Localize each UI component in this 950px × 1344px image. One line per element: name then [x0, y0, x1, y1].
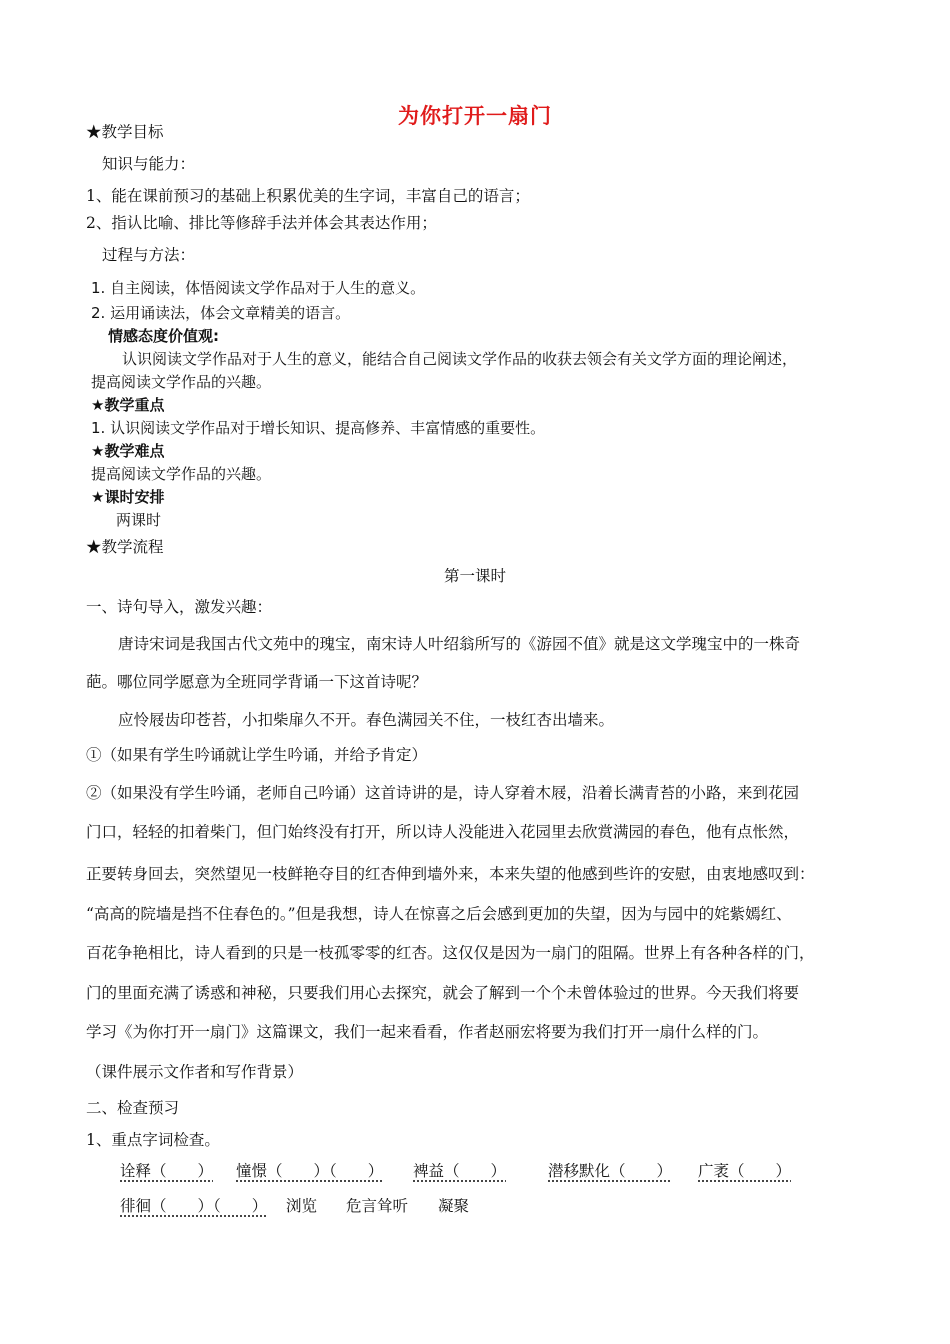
- subitem-heading-vocab: 1、重点字词检查。: [86, 1131, 220, 1149]
- section-heading-objectives: ★教学目标: [86, 123, 164, 141]
- vocab-term: 诠释（ ）: [120, 1162, 214, 1180]
- vocab-term: 广袤（ ）: [698, 1162, 792, 1180]
- section-heading-schedule: ★课时安排: [91, 488, 165, 506]
- process-item-2: 2. 运用诵读法，体会文章精美的语言。: [91, 304, 351, 322]
- process-item-1: 1. 自主阅读，体悟阅读文学作品对于人生的意义。: [91, 279, 426, 297]
- vocab-term: 潜移默化（ ）: [548, 1162, 673, 1180]
- paragraph-line: 门的里面充满了诱惑和神秘，只要我们用心去探究，就会了解到一个个未曾体验过的世界。今天我们将要: [86, 984, 800, 1002]
- paragraph-line: “高高的院墙是挡不住春色的。”但是我想，诗人在惊喜之后会感到更加的失望，因为与园中的姹紫嫣红、: [86, 905, 792, 923]
- document-title: 为你打开一扇门: [398, 104, 552, 128]
- section-heading-process-flow: ★教学流程: [86, 538, 164, 556]
- paragraph-line: （课件展示文作者和写作背景）: [86, 1063, 304, 1081]
- paragraph-line: ①（如果有学生吟诵就让学生吟诵，并给予肯定）: [86, 746, 428, 764]
- paragraph-line: 百花争艳相比，诗人看到的只是一枝孤零零的红杏。这仅仅是因为一扇门的阻隔。世界上有各种各样的门，: [86, 944, 815, 962]
- subheading-knowledge: 知识与能力：: [102, 155, 196, 173]
- paragraph-line: 学习《为你打开一扇门》这篇课文，我们一起来看看，作者赵丽宏将要为我们打开一扇什么样的门。: [86, 1023, 769, 1041]
- paragraph-line: 唐诗宋词是我国古代文苑中的瑰宝，南宋诗人叶绍翁所写的《游园不值》就是这文学瑰宝中的一株奇: [118, 635, 801, 653]
- paragraph-line: 正要转身回去，突然望见一枝鲜艳夺目的红杏伸到墙外来，本来失望的他感到些许的安慰，由衷地感叹到：: [86, 865, 815, 883]
- subheading-emotion: 情感态度价值观:: [108, 327, 219, 345]
- emotion-text-line-2: 提高阅读文学作品的兴趣。: [91, 373, 272, 391]
- key-point-item-1: 1. 认识阅读文学作品对于增长知识、提高修养、丰富情感的重要性。: [91, 419, 546, 437]
- vocab-term: 危言耸听: [346, 1197, 409, 1215]
- part-heading-1: 一、诗句导入，激发兴趣：: [86, 598, 273, 616]
- vocab-term: 凝聚: [438, 1197, 470, 1215]
- lesson-heading: 第一课时: [443, 567, 506, 585]
- poem-line: 应怜屐齿印苍苔，小扣柴扉久不开。春色满园关不住，一枝红杏出墙来。: [118, 711, 615, 729]
- paragraph-line: 葩。哪位同学愿意为全班同学背诵一下这首诗呢？: [86, 673, 428, 691]
- schedule-text: 两课时: [116, 511, 162, 529]
- section-heading-key-point: ★教学重点: [91, 396, 165, 414]
- part-heading-2: 二、检查预习: [86, 1099, 180, 1117]
- paragraph-line: ②（如果没有学生吟诵，老师自己吟诵）这首诗讲的是，诗人穿着木屐，沿着长满青苔的小路，来到花园: [86, 784, 800, 802]
- vocab-term: 浏览: [286, 1197, 318, 1215]
- subheading-process: 过程与方法：: [102, 246, 196, 264]
- difficulty-text: 提高阅读文学作品的兴趣。: [91, 465, 272, 483]
- vocab-term: 憧憬（ ）（ ）: [236, 1162, 384, 1180]
- vocab-term: 徘徊（ ）（ ）: [120, 1197, 268, 1215]
- knowledge-item-2: 2、指认比喻、排比等修辞手法并体会其表达作用；: [86, 214, 437, 232]
- knowledge-item-1: 1、能在课前预习的基础上积累优美的生字词，丰富自己的语言；: [86, 187, 530, 205]
- paragraph-line: 门口，轻轻的扣着柴门，但门始终没有打开，所以诗人没能进入花园里去欣赏满园的春色，他有点怅然，: [86, 823, 800, 841]
- vocab-row-2: [120, 1196, 820, 1216]
- section-heading-difficulty: ★教学难点: [91, 442, 165, 460]
- vocab-row-1: [120, 1161, 820, 1181]
- emotion-text-line-1: 认识阅读文学作品对于人生的意义，能结合自己阅读文学作品的收获去领会有关文学方面的理论阐述，: [122, 350, 798, 368]
- vocab-term: 裨益（ ）: [413, 1162, 507, 1180]
